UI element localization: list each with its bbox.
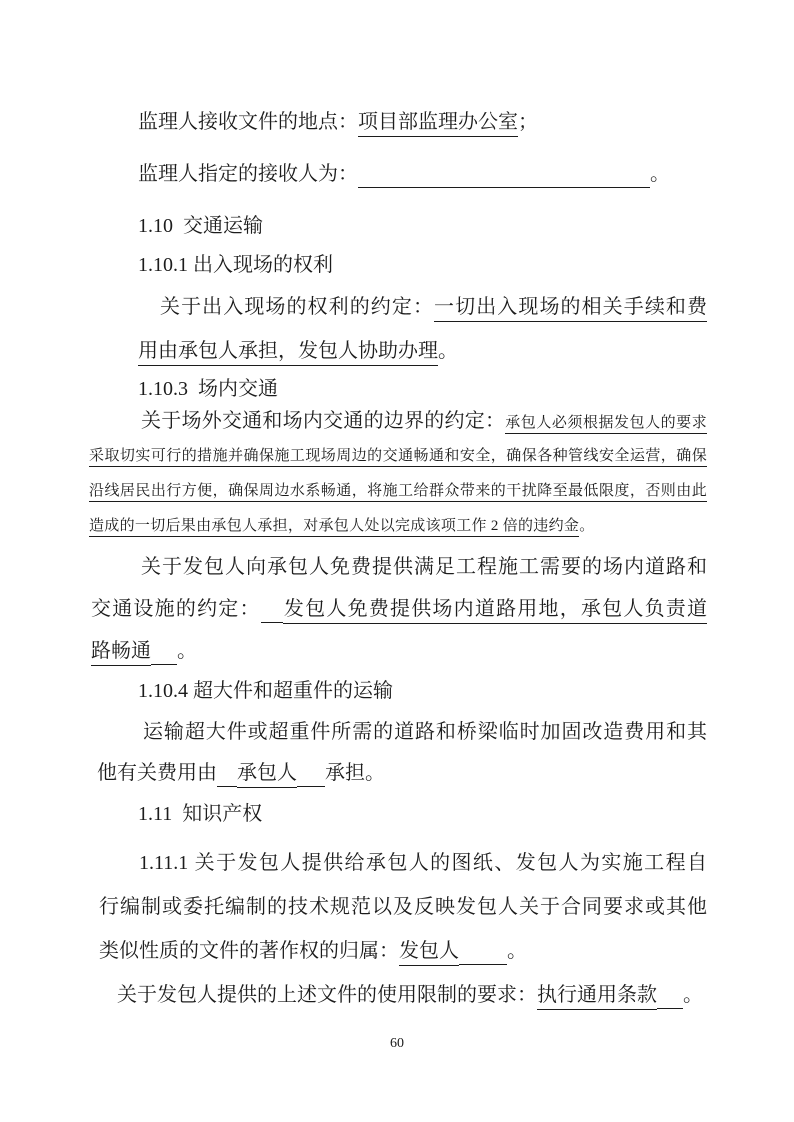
filled-in-text: 造成的一切后果由承包人承担，对承包人处以完成该项工作 2 倍的违约金 bbox=[89, 518, 579, 537]
clause-text: 1.10.3 场内交通 bbox=[138, 378, 278, 400]
clause-text: 承担。 bbox=[325, 762, 385, 784]
clause-copyright-ownership-line3 bbox=[99, 936, 527, 966]
clause-text: 。 bbox=[507, 940, 527, 962]
clause-text: 关于发包人向承包人免费提供满足工程施工需要的场内道路和 bbox=[141, 556, 707, 578]
clause-oversized-transport-line2 bbox=[97, 758, 385, 788]
filled-in-text: 采取切实可行的措施并确保施工现场周边的交通畅通和安全，确保各种管线安全运营，确保 bbox=[89, 448, 707, 467]
blank-underline bbox=[151, 656, 177, 665]
filled-in-text: 发包人免费提供场内道路用地，承包人负责道 bbox=[283, 598, 707, 624]
blank-underline bbox=[217, 778, 237, 787]
blank-underline bbox=[358, 179, 650, 188]
clause-traffic-boundary-line1 bbox=[141, 406, 707, 438]
blank-underline bbox=[297, 778, 325, 787]
clause-text: 1.11.1 关于发包人提供给承包人的图纸、发包人为实施工程自 bbox=[139, 852, 707, 874]
clause-text: 。 bbox=[438, 340, 458, 362]
heading-1-11-intellectual-property bbox=[138, 799, 262, 829]
clause-text: 。 bbox=[650, 163, 670, 185]
page-number: 60 bbox=[390, 1036, 404, 1051]
clause-text: 。 bbox=[579, 518, 595, 534]
heading-1-10-4-oversized-transport bbox=[138, 676, 393, 706]
clause-free-site-roads-line2 bbox=[91, 594, 707, 624]
clause-copyright-ownership-line1 bbox=[139, 848, 707, 878]
clause-text: 类似性质的文件的著作权的归属： bbox=[99, 940, 399, 962]
clause-text: 行编制或委托编制的技术规范以及反映发包人关于合同要求或其他 bbox=[99, 896, 707, 918]
clause-site-access-agreement-line2 bbox=[138, 336, 458, 366]
heading-1-10-transportation bbox=[138, 211, 263, 241]
clause-text: 交通设施的约定： bbox=[91, 598, 261, 620]
clause-usage-restriction bbox=[117, 980, 703, 1010]
clause-text: 1.11 知识产权 bbox=[138, 803, 263, 825]
clause-text: 关于发包人提供的上述文件的使用限制的要求： bbox=[117, 984, 537, 1006]
clause-text: 关于出入现场的权利的约定： bbox=[160, 296, 435, 318]
filled-in-text: 发包人 bbox=[399, 940, 459, 966]
filled-in-text: 承包人必须根据发包人的要求 bbox=[505, 415, 707, 434]
clause-supervisor-designated-receiver bbox=[138, 159, 670, 189]
heading-1-10-1-site-access-right bbox=[138, 250, 333, 280]
filled-in-text: 路畅通 bbox=[91, 640, 151, 666]
filled-in-text: 承包人 bbox=[237, 762, 297, 788]
clause-traffic-boundary-line3 bbox=[89, 479, 707, 503]
filled-in-text: 执行通用条款 bbox=[537, 984, 657, 1010]
clause-text: 他有关费用由 bbox=[97, 762, 217, 784]
filled-in-text: 一切出入现场的相关手续和费 bbox=[434, 296, 707, 322]
blank-underline bbox=[261, 614, 283, 623]
clause-text: ； bbox=[518, 111, 538, 133]
clause-text: 监理人指定的接收人为： bbox=[138, 163, 358, 185]
clause-oversized-transport-line1 bbox=[143, 717, 707, 747]
filled-in-text: 沿线居民出行方便，确保周边水系畅通，将施工给群众带来的干扰降至最低限度，否则由此 bbox=[89, 483, 707, 502]
clause-text: 关于场外交通和场内交通的边界的约定： bbox=[141, 410, 506, 432]
clause-text: 运输超大件或超重件所需的道路和桥梁临时加固改造费用和其 bbox=[143, 721, 707, 743]
clause-text: 。 bbox=[683, 984, 703, 1006]
heading-1-10-3-onsite-traffic bbox=[138, 374, 278, 404]
clause-copyright-ownership-line2 bbox=[99, 892, 707, 922]
clause-free-site-roads-line1 bbox=[141, 552, 707, 582]
clause-site-access-agreement-line1 bbox=[160, 292, 707, 322]
clause-traffic-boundary-line4 bbox=[89, 514, 595, 538]
clause-free-site-roads-line3 bbox=[91, 636, 197, 666]
clause-text: 1.10.1 出入现场的权利 bbox=[138, 254, 333, 276]
filled-in-text: 项目部监理办公室 bbox=[358, 111, 518, 137]
clause-text: 监理人接收文件的地点： bbox=[138, 111, 358, 133]
clause-supervisor-receive-location bbox=[138, 107, 538, 137]
clause-text: 1.10.4 超大件和超重件的运输 bbox=[138, 680, 393, 702]
clause-text: 1.10 交通运输 bbox=[138, 215, 263, 237]
blank-underline bbox=[657, 1000, 683, 1009]
blank-underline bbox=[459, 956, 507, 965]
clause-traffic-boundary-line2 bbox=[89, 444, 707, 468]
clause-text: 。 bbox=[177, 640, 197, 662]
filled-in-text: 用由承包人承担，发包人协助办理 bbox=[138, 340, 438, 366]
